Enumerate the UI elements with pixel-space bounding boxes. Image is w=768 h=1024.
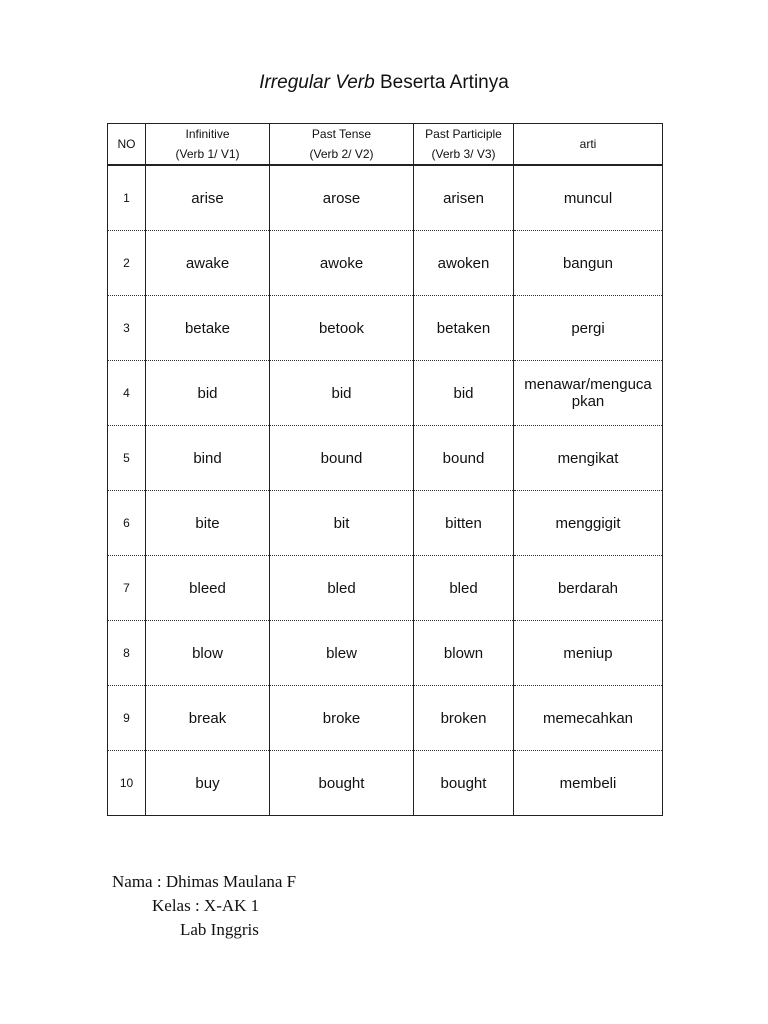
- cell-verb3: bound: [414, 426, 514, 491]
- cell-verb2: betook: [270, 296, 414, 361]
- table-row: [108, 621, 663, 686]
- cell-no: 7: [108, 556, 146, 621]
- cell-arti: pergi: [514, 296, 663, 361]
- cell-no: 8: [108, 621, 146, 686]
- table-header: [108, 124, 663, 166]
- cell-arti: berdarah: [514, 556, 663, 621]
- cell-no: 1: [108, 165, 146, 231]
- table-row: [108, 686, 663, 751]
- cell-arti: membeli: [514, 751, 663, 816]
- title-italic: Irregular Verb: [259, 72, 375, 93]
- cell-verb3: bid: [414, 361, 514, 426]
- lab-label: Lab Inggris: [180, 920, 259, 939]
- header-verb2: [270, 124, 414, 166]
- header-verb2-line2: (Verb 2/ V2): [309, 147, 374, 161]
- cell-verb3: arisen: [414, 165, 514, 231]
- student-class: Kelas : X-AK 1: [152, 896, 260, 915]
- student-name: Nama : Dhimas Maulana F: [112, 872, 297, 891]
- cell-verb1: awake: [146, 231, 270, 296]
- header-verb3: [414, 124, 514, 166]
- cell-arti: meniup: [514, 621, 663, 686]
- header-verb1: [146, 124, 270, 166]
- cell-verb3: bitten: [414, 491, 514, 556]
- cell-no: 3: [108, 296, 146, 361]
- cell-verb1: buy: [146, 751, 270, 816]
- table-body: [108, 165, 663, 816]
- cell-arti: mengikat: [514, 426, 663, 491]
- table-row: [108, 556, 663, 621]
- cell-verb1: blow: [146, 621, 270, 686]
- cell-verb3: blown: [414, 621, 514, 686]
- table-row: [108, 165, 663, 231]
- cell-verb2: broke: [270, 686, 414, 751]
- cell-verb1: break: [146, 686, 270, 751]
- cell-no: 6: [108, 491, 146, 556]
- cell-verb2: blew: [270, 621, 414, 686]
- table-row: [108, 296, 663, 361]
- cell-verb1: bind: [146, 426, 270, 491]
- header-verb1-line1: Infinitive: [185, 127, 230, 141]
- cell-no: 5: [108, 426, 146, 491]
- cell-arti: memecahkan: [514, 686, 663, 751]
- title-rest: Beserta Artinya: [374, 72, 509, 93]
- header-verb3-line2: (Verb 3/ V3): [431, 147, 496, 161]
- cell-verb1: arise: [146, 165, 270, 231]
- cell-verb2: bought: [270, 751, 414, 816]
- cell-no: 10: [108, 751, 146, 816]
- cell-arti: bangun: [514, 231, 663, 296]
- table-row: [108, 426, 663, 491]
- header-row: [108, 124, 663, 166]
- cell-verb3: awoken: [414, 231, 514, 296]
- header-verb1-line2: (Verb 1/ V1): [175, 147, 240, 161]
- header-verb2-line1: Past Tense: [311, 127, 372, 141]
- cell-no: 2: [108, 231, 146, 296]
- cell-verb2: awoke: [270, 231, 414, 296]
- verb-table: [107, 123, 663, 816]
- cell-verb1: bid: [146, 361, 270, 426]
- cell-verb3: broken: [414, 686, 514, 751]
- cell-verb3: bought: [414, 751, 514, 816]
- header-arti: arti: [514, 124, 663, 166]
- table-row: [108, 231, 663, 296]
- table-row: [108, 361, 663, 426]
- cell-arti: muncul: [514, 165, 663, 231]
- cell-verb1: bleed: [146, 556, 270, 621]
- cell-arti: menawar/menguca pkan: [514, 361, 663, 426]
- cell-verb3: betaken: [414, 296, 514, 361]
- cell-verb2: bound: [270, 426, 414, 491]
- cell-verb2: bit: [270, 491, 414, 556]
- cell-verb3: bled: [414, 556, 514, 621]
- cell-verb2: arose: [270, 165, 414, 231]
- header-verb3-line1: Past Participle: [425, 127, 502, 141]
- cell-verb1: bite: [146, 491, 270, 556]
- cell-verb2: bid: [270, 361, 414, 426]
- cell-verb2: bled: [270, 556, 414, 621]
- cell-no: 4: [108, 361, 146, 426]
- cell-no: 9: [108, 686, 146, 751]
- cell-arti: menggigit: [514, 491, 663, 556]
- table-row: [108, 491, 663, 556]
- header-no: NO: [108, 124, 146, 166]
- page-title: [0, 72, 768, 94]
- table-row: [108, 751, 663, 816]
- cell-verb1: betake: [146, 296, 270, 361]
